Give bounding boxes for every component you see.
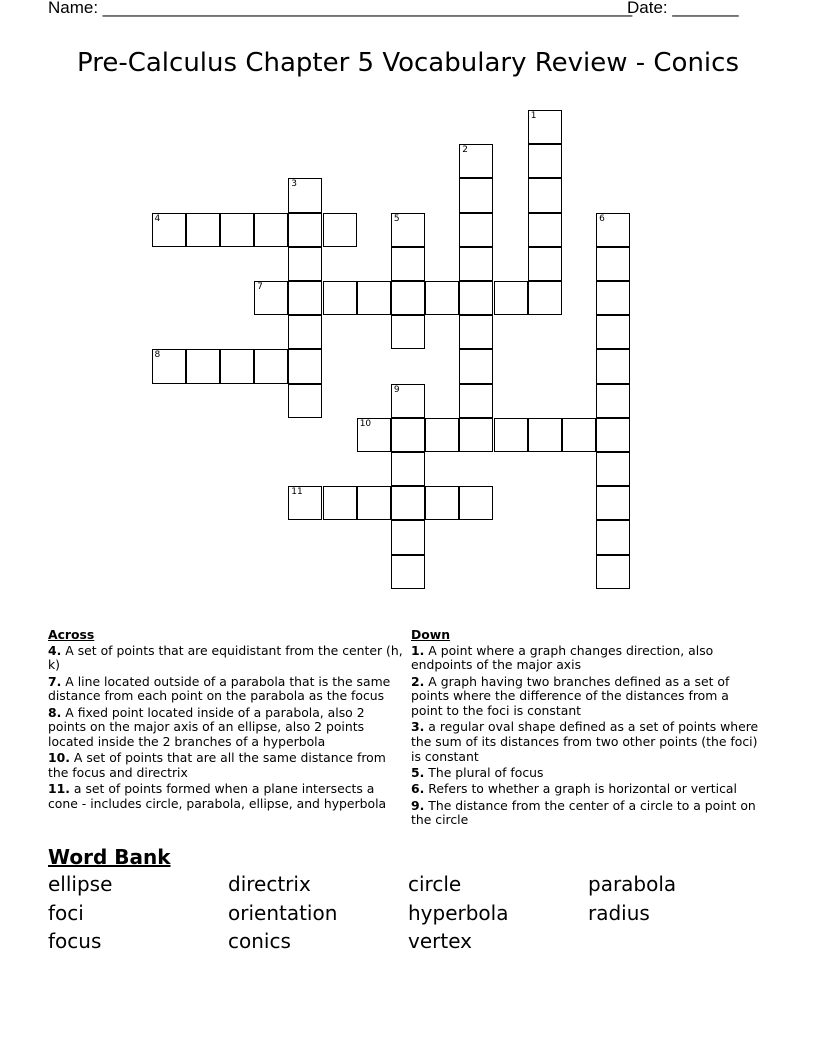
- clue-text: A line located outside of a parabola that is the same distance from each point on the parabola as the focus: [48, 673, 391, 704]
- word-bank-item: hyperbola: [408, 900, 509, 925]
- cell-number: 10: [359, 418, 372, 429]
- word-bank-item: directrix: [228, 872, 311, 896]
- word-bank-item: conics: [228, 929, 291, 953]
- across-clue: [48, 706, 404, 750]
- crossword-cell: [391, 418, 425, 452]
- crossword-cell: [323, 281, 357, 315]
- crossword-cell: [288, 281, 322, 315]
- crossword-cell: [528, 144, 562, 178]
- cell-number: 5: [393, 213, 400, 224]
- down-clue: [411, 799, 761, 828]
- crossword-cell: [596, 281, 630, 315]
- across-clue-list: [48, 644, 404, 812]
- crossword-cell: [425, 486, 459, 520]
- clue-number: 7.: [48, 673, 62, 689]
- clue-text: A graph having two branches defined as a set of points where the difference of the distances from a point to the foci is constant: [411, 673, 730, 719]
- crossword-cell: [220, 349, 254, 383]
- crossword-cell: [596, 452, 630, 486]
- crossword-cell: [562, 418, 596, 452]
- cell-number: 8: [154, 350, 161, 361]
- clue-text: Refers to whether a graph is horizontal or vertical: [428, 781, 737, 797]
- word-bank-title: Word Bank: [48, 845, 171, 869]
- cell-number: 7: [257, 282, 263, 292]
- crossword-cell: [288, 349, 322, 383]
- crossword-cell: [288, 213, 322, 247]
- crossword-cell: [391, 281, 425, 315]
- word-bank-list: [48, 872, 788, 955]
- crossword-cell: [186, 349, 220, 383]
- crossword-cell: [391, 555, 425, 589]
- crossword-cell: [528, 247, 562, 281]
- crossword-cell: [596, 418, 630, 452]
- date-field-label: Date: _______: [627, 0, 739, 17]
- crossword-cell: [357, 281, 391, 315]
- down-clues: [411, 628, 761, 830]
- clue-text: The plural of focus: [428, 765, 544, 781]
- crossword-cell: [254, 281, 288, 315]
- crossword-cell: [459, 144, 493, 178]
- crossword-cell: [528, 178, 562, 212]
- down-clue-list: [411, 644, 761, 828]
- crossword-cell: [254, 349, 288, 383]
- down-clue: [411, 675, 761, 719]
- crossword-cell: [459, 247, 493, 281]
- crossword-cell: [459, 213, 493, 247]
- crossword-cell: [596, 315, 630, 349]
- cell-number: 11: [291, 487, 303, 498]
- crossword-cell: [596, 247, 630, 281]
- crossword-cell: [459, 178, 493, 212]
- word-bank: [48, 845, 788, 955]
- crossword-cell: [459, 281, 493, 315]
- crossword-cell: [186, 213, 220, 247]
- across-clue: [48, 751, 404, 780]
- crossword-cell: [288, 178, 322, 212]
- word-bank-item: circle: [408, 872, 462, 896]
- down-heading: Down: [411, 627, 451, 642]
- crossword-cell: [288, 315, 322, 349]
- crossword-cell: [596, 486, 630, 520]
- cell-number: 2: [462, 145, 469, 156]
- crossword-cell: [459, 384, 493, 418]
- crossword-cell: [528, 213, 562, 247]
- clue-number: 3.: [411, 719, 425, 735]
- cell-number: 3: [291, 179, 298, 190]
- crossword-cell: [152, 213, 186, 247]
- crossword-cell: [528, 110, 562, 144]
- clue-text: a set of points formed when a plane intersects a cone - includes circle, parabola, ellipse, and hyperbola: [48, 781, 387, 812]
- crossword-cell: [528, 281, 562, 315]
- across-clue: [48, 644, 404, 673]
- down-clue: [411, 782, 761, 797]
- crossword-cell: [596, 555, 630, 589]
- clue-number: 8.: [48, 704, 62, 720]
- word-bank-item: foci: [48, 900, 84, 925]
- crossword-cell: [425, 418, 459, 452]
- across-heading: Across: [48, 627, 95, 642]
- clue-text: a regular oval shape defined as a set of points where the sum of its distances from two other points (the foci) is constant: [411, 719, 759, 764]
- clue-number: 1.: [411, 642, 425, 658]
- crossword-cell: [288, 486, 322, 520]
- clue-text: A set of points that are all the same distance from the focus and directrix: [48, 750, 386, 781]
- crossword-cell: [528, 418, 562, 452]
- crossword-cell: [220, 213, 254, 247]
- down-clue: [411, 720, 761, 764]
- word-bank-item: parabola: [588, 872, 677, 896]
- crossword-cell: [494, 418, 528, 452]
- crossword-cell: [391, 520, 425, 554]
- crossword-cell: [391, 486, 425, 520]
- crossword-cell: [596, 520, 630, 554]
- crossword-cell: [459, 486, 493, 520]
- clue-text: A point where a graph changes direction, also endpoints of the major axis: [411, 642, 714, 673]
- crossword-cell: [596, 384, 630, 418]
- across-clue: [48, 675, 404, 704]
- word-bank-item: radius: [588, 900, 650, 925]
- name-field-label: Name: ________________________________________________________: [48, 0, 633, 17]
- clue-number: 4.: [48, 642, 62, 658]
- crossword-cell: [391, 315, 425, 349]
- crossword-cell: [494, 281, 528, 315]
- crossword-cell: [425, 281, 459, 315]
- crossword-cell: [323, 213, 357, 247]
- crossword-cell: [459, 315, 493, 349]
- cell-number: 9: [393, 384, 400, 395]
- crossword-cell: [459, 418, 493, 452]
- crossword-cell: [288, 384, 322, 418]
- crossword-cell: [152, 349, 186, 383]
- word-bank-item: vertex: [408, 929, 472, 953]
- cell-number: 4: [154, 213, 161, 224]
- crossword-cell: [596, 213, 630, 247]
- crossword-cell: [357, 486, 391, 520]
- crossword-cell: [288, 247, 322, 281]
- crossword-cell: [391, 452, 425, 486]
- crossword-cell: [391, 247, 425, 281]
- crossword-cell: [391, 213, 425, 247]
- down-clue: [411, 644, 761, 673]
- clue-text: The distance from the center of a circle to a point on the circle: [411, 797, 756, 828]
- crossword-cell: [596, 349, 630, 383]
- clue-text: A fixed point located inside of a parabola, also 2 points on the major axis of an ellipse, also 2 points located inside the 2 branches of a hyperbola: [48, 704, 365, 750]
- clue-number: 11.: [48, 781, 70, 797]
- across-clue: [48, 782, 404, 811]
- across-clues: [48, 628, 404, 813]
- clue-text: A set of points that are equidistant from the center (h, k): [48, 642, 403, 673]
- crossword-cell: [323, 486, 357, 520]
- crossword-cell: [254, 213, 288, 247]
- down-clue: [411, 766, 761, 781]
- crossword-cell: [357, 418, 391, 452]
- clue-number: 9.: [411, 797, 425, 813]
- clue-number: 5.: [411, 765, 425, 781]
- word-bank-item: orientation: [228, 900, 338, 925]
- page-title: Pre-Calculus Chapter 5 Vocabulary Review - Conics: [77, 48, 739, 78]
- word-bank-item: ellipse: [48, 872, 113, 896]
- cell-number: 6: [599, 213, 605, 224]
- clue-number: 2.: [411, 673, 425, 689]
- crossword-cell: [459, 349, 493, 383]
- crossword-cell: [391, 384, 425, 418]
- clue-number: 10.: [48, 750, 70, 766]
- cell-number: 1: [530, 111, 537, 121]
- word-bank-item: focus: [48, 929, 102, 953]
- clue-number: 6.: [411, 781, 425, 797]
